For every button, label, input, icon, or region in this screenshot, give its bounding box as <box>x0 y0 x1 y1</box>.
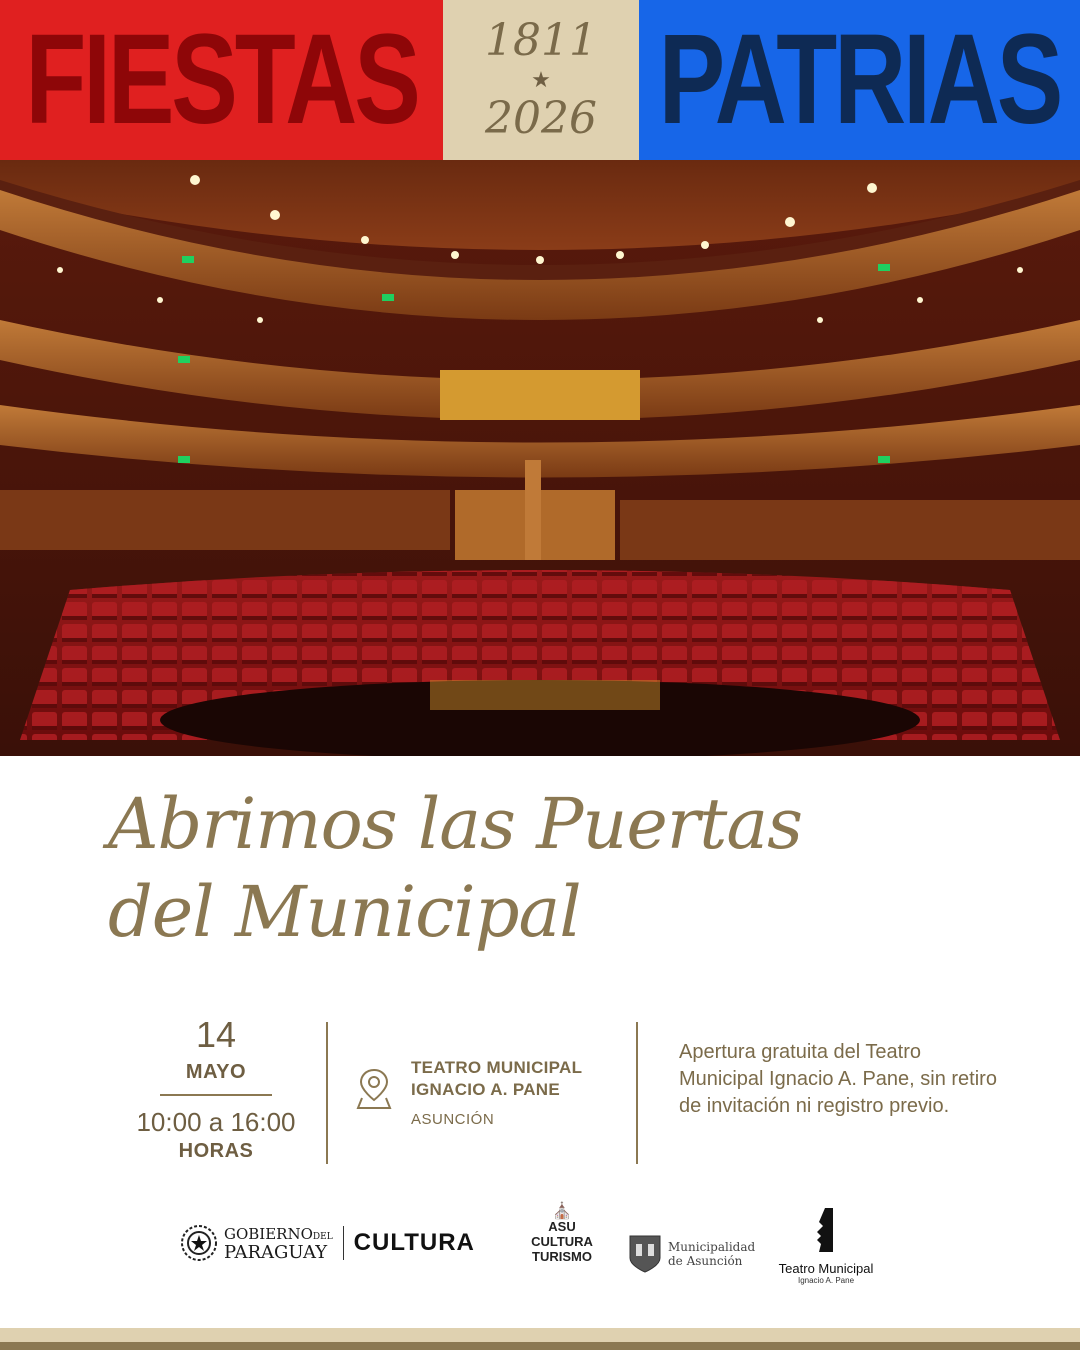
event-description: Apertura gratuita del Teatro Municipal Ignacio A. Pane, sin retiro de invitación ni registro previo. <box>679 1041 997 1117</box>
profile-silhouette-icon <box>811 1208 841 1254</box>
paraguay-seal-icon <box>180 1224 218 1262</box>
date-time-block <box>120 1015 312 1163</box>
divider-right <box>636 1022 638 1164</box>
teatro-municipal-name: Teatro Municipal <box>778 1261 874 1276</box>
teatro-municipal-sub: Ignacio A. Pane <box>797 1276 855 1285</box>
header-blue-panel <box>639 0 1080 160</box>
location-pin-icon <box>356 1066 392 1110</box>
header-fiestas: FIESTAS <box>25 8 418 151</box>
municipalidad-text <box>668 1240 755 1268</box>
asu-line-1: ASU <box>548 1219 576 1234</box>
theater-interior-image <box>0 160 1080 756</box>
gob-line-1: GOBIERNO <box>224 1224 313 1243</box>
theater-photo <box>0 160 1080 756</box>
gob-del: DEL <box>312 1231 333 1242</box>
year-start: 1811 <box>485 15 597 66</box>
asu-line-3: TURISMO <box>532 1249 592 1264</box>
logo-divider <box>343 1226 344 1260</box>
event-title <box>108 780 802 956</box>
gobierno-cultura-logo <box>180 1224 475 1262</box>
event-month: MAYO <box>185 1061 247 1083</box>
cultura-text: CULTURA <box>353 1229 475 1256</box>
venue-name-line-2: IGNACIO A. PANE <box>411 1080 561 1099</box>
venue-city: ASUNCIÓN <box>411 1111 495 1128</box>
date-divider <box>160 1094 272 1096</box>
title-line-2: del Municipal <box>108 871 581 953</box>
star-icon: ★ <box>531 67 551 92</box>
header-band <box>0 0 1080 160</box>
municipal-shield-icon <box>628 1234 662 1274</box>
teatro-municipal-logo <box>776 1208 876 1285</box>
event-time: 10:00 a 16:00 <box>136 1107 296 1137</box>
gobierno-text <box>224 1226 333 1261</box>
footer-band-light <box>0 1328 1080 1342</box>
municipalidad-logo <box>628 1234 755 1274</box>
church-icon: ⛪ <box>552 1203 572 1220</box>
year-end: 2026 <box>485 93 597 144</box>
header-red-panel <box>0 0 443 160</box>
title-line-1: Abrimos las Puertas <box>108 783 803 865</box>
sponsor-logos <box>0 1200 1080 1300</box>
asu-line-2: CULTURA <box>531 1234 593 1249</box>
divider-left <box>326 1022 328 1164</box>
muni-line-2: de Asunción <box>668 1254 743 1268</box>
venue-block <box>411 1057 582 1128</box>
asu-cultura-turismo-logo <box>512 1204 612 1264</box>
event-day: 14 <box>195 1014 237 1055</box>
hours-label: HORAS <box>178 1140 254 1162</box>
header-year-panel <box>443 0 639 160</box>
header-patrias: PATRIAS <box>658 8 1061 151</box>
gob-line-2: PARAGUAY <box>224 1241 328 1263</box>
muni-line-1: Municipalidad <box>668 1240 756 1254</box>
footer-band-dark <box>0 1342 1080 1350</box>
venue-name-line-1: TEATRO MUNICIPAL <box>411 1058 583 1077</box>
